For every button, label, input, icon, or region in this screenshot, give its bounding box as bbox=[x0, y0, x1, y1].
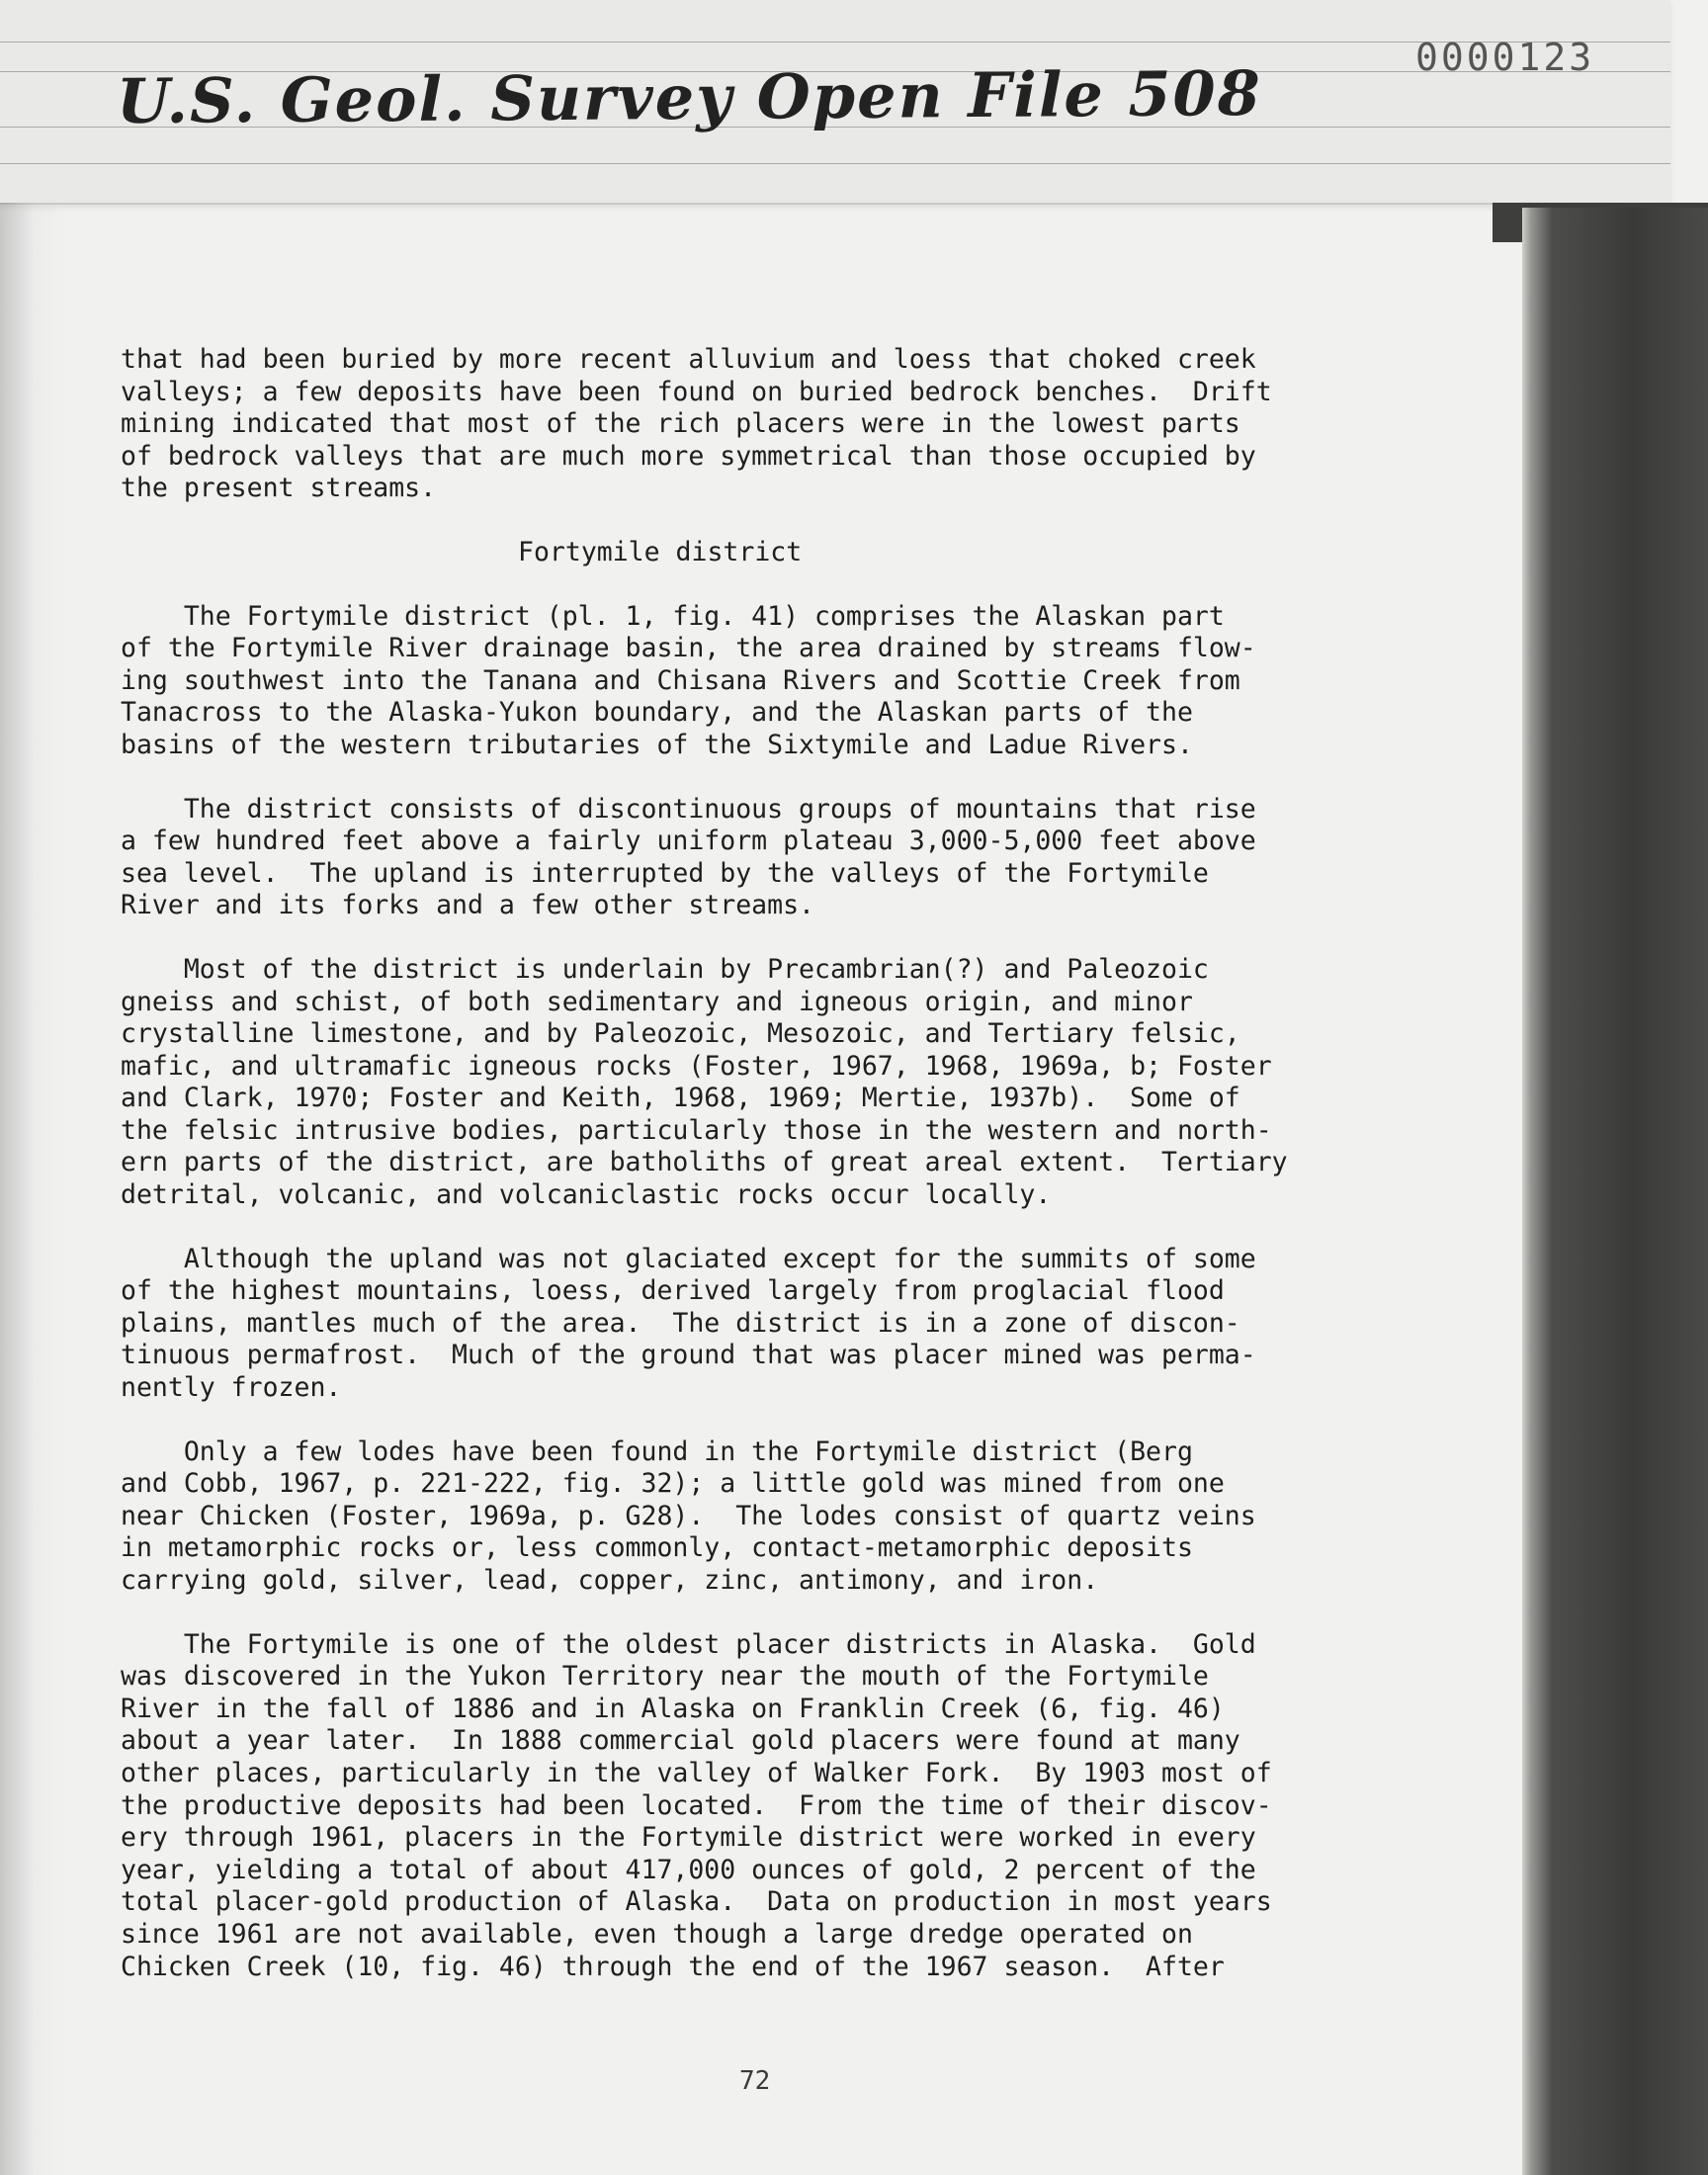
document-number: 0000123 bbox=[1415, 36, 1595, 79]
paragraph: Only a few lodes have been found in the Fortymile district (Berg and Cobb, 1967, p. 221-222, fig. 32); a little gold was mined from one near Chicken (Foster, 1969a, p. G28). The lodes consist of quartz veins in metamorphic rocks or, less commonly, contact-metamorphic deposits carrying gold, silver, lead, copper, zinc, antimony, and iron. bbox=[121, 1436, 1256, 1596]
intro-paragraph: that had been buried by more recent alluvium and loess that choked creek valleys; a few deposits have been found on buried bedrock benches. Drift mining indicated that most of the rich placers were in the lowest parts of bedrock valleys that are much more symmetrical than those occupied by the present streams. bbox=[121, 344, 1272, 504]
scan-left-shadow bbox=[0, 203, 69, 2175]
paragraph: Although the upland was not glaciated except for the summits of some of the highest mountains, loess, derived largely from proglacial flood plains, mantles much of the area. The district is in a zone of discon- tinuous permafrost. Much of the ground that was placer mined was perma- nently frozen. bbox=[121, 1243, 1256, 1404]
header-strip bbox=[0, 0, 1670, 205]
scan-right-edge bbox=[1522, 208, 1708, 2175]
page-number: 72 bbox=[739, 2066, 771, 2096]
handwritten-title: U.S. Geol. Survey Open File 508 bbox=[116, 56, 1263, 138]
section-heading: Fortymile district bbox=[518, 536, 803, 567]
paragraph: Most of the district is underlain by Precambrian(?) and Paleozoic gneiss and schist, of both sedimentary and igneous origin, and minor crystalline limestone, and by Paleozoic, Mesozoic, and Tertiary felsic, mafic, and ultramafic igneous rocks (Foster, 1967, 1968, 1969a, b; Foster and Clark, 1970; Foster and Keith, 1968, 1969; Mertie, 1937b). Some of the felsic intrusive bodies, particularly those in the western and north- ern parts of the district, are batholiths of great areal extent. Tertiary detrital, volcanic, and volcaniclastic rocks occur locally. bbox=[121, 953, 1288, 1211]
paragraph: The district consists of discontinuous groups of mountains that rise a few hundred feet above a fairly uniform plateau 3,000-5,000 feet above sea level. The upland is interrupted by the valleys of the Fortymile River and its forks and a few other streams. bbox=[121, 793, 1256, 921]
paragraph: The Fortymile district (pl. 1, fig. 41) comprises the Alaskan part of the Fortymile River drainage basin, the area drained by streams flow- ing southwest into the Tanana and Chisana Rivers and Scottie Creek from Tanacross to the Alaska-Yukon boundary, and the Alaskan parts of the basins of the western tributaries of the Sixtymile and Ladue Rivers. bbox=[121, 600, 1256, 760]
paragraph: The Fortymile is one of the oldest placer districts in Alaska. Gold was discovered in the Yukon Territory near the mouth of the Fortymile River in the fall of 1886 and in Alaska on Franklin Creek (6, fig. 46) about a year later. In 1888 commercial gold placers were found at many other places, particularly in the valley of Walker Fork. By 1903 most of the productive deposits had been located. From the time of their discov- ery through 1961, placers in the Fortymile district were worked in every year, yielding a total of about 417,000 ounces of gold, 2 percent of the total placer-gold production of Alaska. Data on production in most years since 1961 are not available, even though a large dredge operated on Chicken Creek (10, fig. 46) through the end of the 1967 season. After bbox=[121, 1628, 1272, 1982]
page-body bbox=[121, 344, 1346, 2015]
header-rule bbox=[0, 163, 1670, 164]
